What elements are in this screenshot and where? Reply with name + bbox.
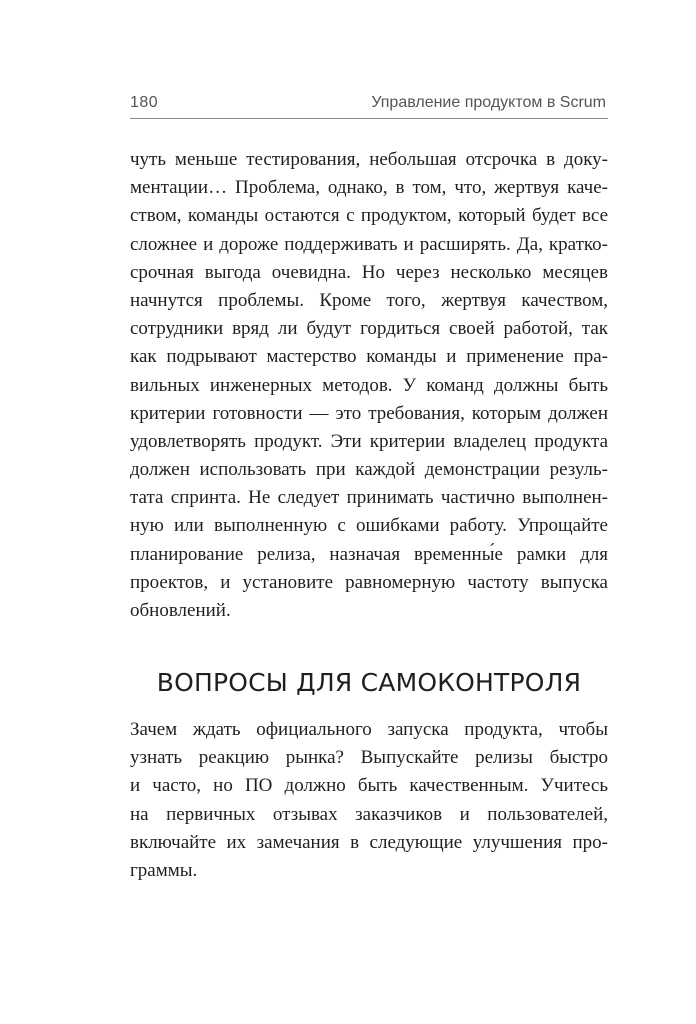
text-line: и часто, но ПО должно быть качественным. Учитесь <box>130 775 608 797</box>
text-line: планирование релиза, назначая временны́е рамки для <box>130 543 608 565</box>
body-paragraph <box>130 146 608 625</box>
section-heading: ВОПРОСЫ ДЛЯ САМОКОНТРОЛЯ <box>156 668 582 697</box>
text-line: начнутся проблемы. Кроме того, жертвуя качеством, <box>130 289 608 311</box>
text-line: на первичных отзывах заказчиков и пользователей, <box>130 803 608 825</box>
text-line: ством, команды остаются с продуктом, который будет все <box>130 205 608 227</box>
text-line: удовлетворять продукт. Эти критерии владелец продукта <box>130 430 608 452</box>
text-line: включайте их замечания в следующие улучшения про- <box>130 831 608 853</box>
text-line: сотрудники вряд ли будут гордиться своей работой, так <box>130 318 608 340</box>
text-line: чуть меньше тестирования, небольшая отсрочка в доку- <box>130 149 608 170</box>
body-paragraph <box>130 716 608 885</box>
text-line: срочная выгода очевидна. Но через несколько месяцев <box>130 261 608 283</box>
text-line: ментации… Проблема, однако, в том, что, жертвуя каче- <box>130 177 608 199</box>
text-line: Зачем ждать официального запуска продукта, чтобы <box>130 719 608 740</box>
text-line: обновлений. <box>130 600 231 621</box>
page-number: 180 <box>130 94 159 111</box>
text-line: ную или выполненную с ошибками работу. Упрощайте <box>130 515 608 537</box>
text-line: критерии готовности — это требования, которым должен <box>130 402 608 424</box>
text-line: граммы. <box>130 859 198 881</box>
text-line: узнать реакцию рынка? Выпускайте релизы быстро <box>130 747 608 769</box>
running-title: Управление продуктом в Scrum <box>371 94 606 111</box>
text-line: должен использовать при каждой демонстрации резуль- <box>130 459 608 481</box>
text-line: сложнее и дороже поддерживать и расширять. Да, кратко- <box>130 233 608 255</box>
text-line: проектов, и установите равномерную частоту выпуска <box>130 571 608 593</box>
text-line: как подрывают мастерство команды и применение пра- <box>130 346 608 368</box>
text-line: тата спринта. Не следует принимать частично выполнен- <box>130 487 608 509</box>
text-line: вильных инженерных методов. У команд должны быть <box>130 374 608 396</box>
running-header <box>130 92 608 119</box>
